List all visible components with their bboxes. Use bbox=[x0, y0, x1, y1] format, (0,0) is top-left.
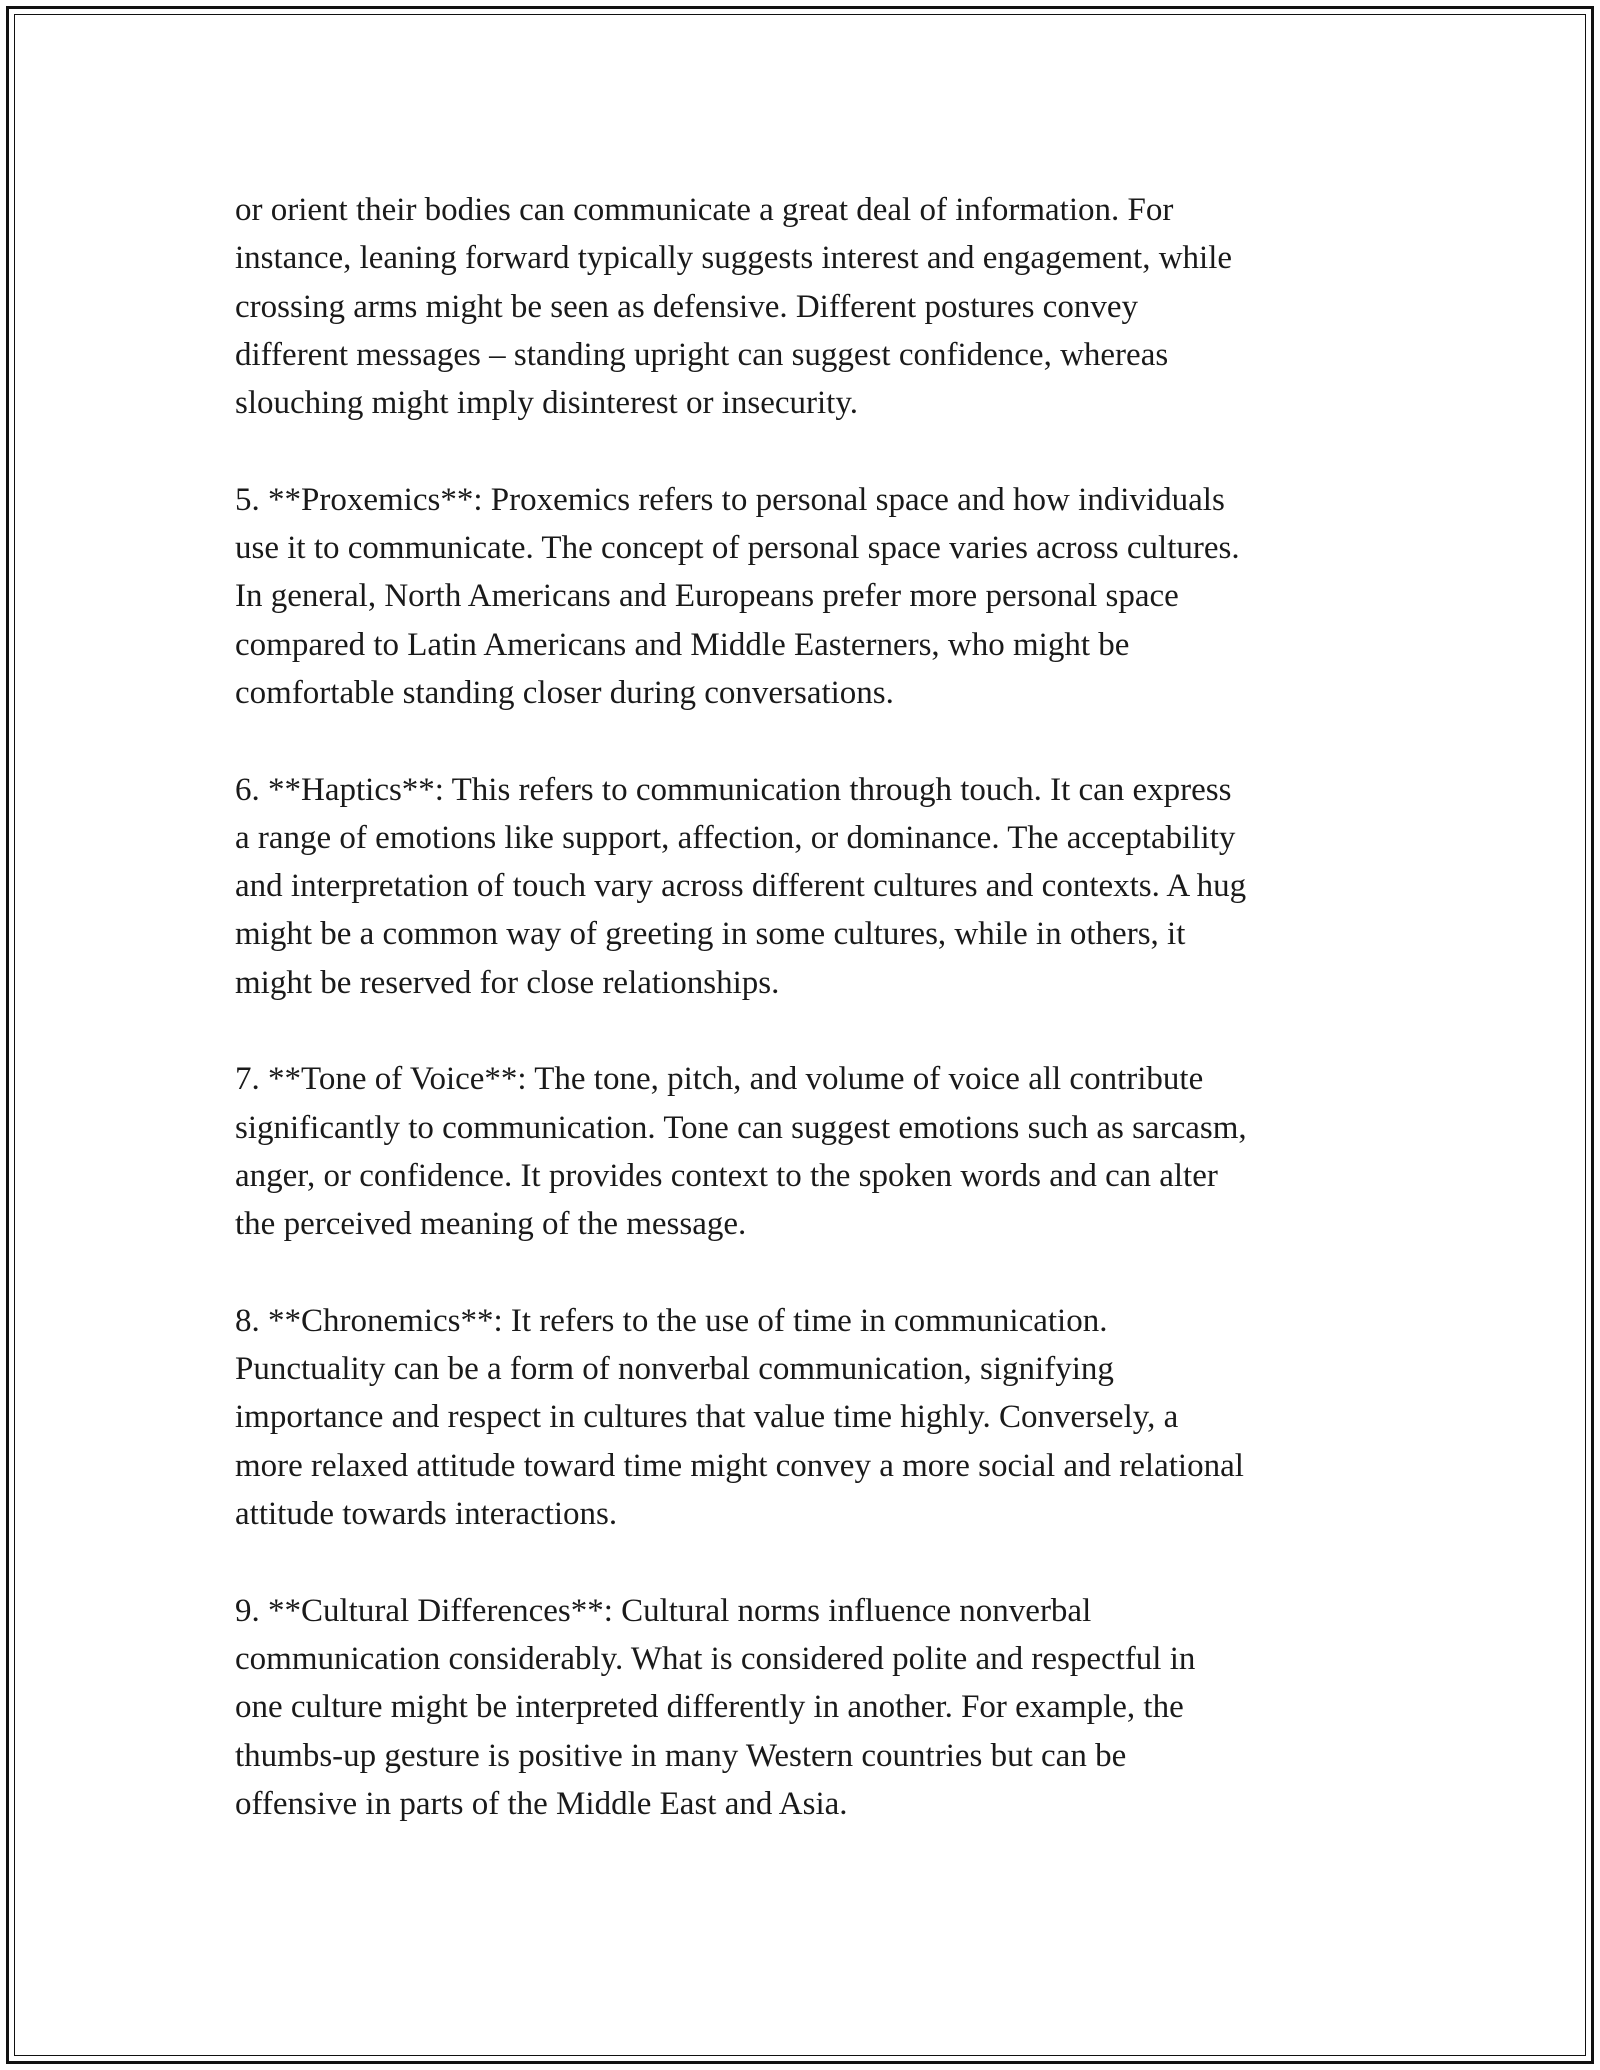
paragraph-tone-of-voice: 7. **Tone of Voice**: The tone, pitch, and volume of voice all contribute significantly to communication. Tone can suggest emotions such as sarcasm, anger, or confidence. It provides context to the spoken words and can alter the perceived meaning of the message. bbox=[235, 1061, 1247, 1243]
paragraph-cultural-differences: 9. **Cultural Differences**: Cultural norms influence nonverbal communication considerably. What is considered polite and respectful in one culture might be interpreted differently in another. For example, the thumbs-up gesture is positive in many Western countries but can be offensive in parts of the Middle East and Asia. bbox=[235, 1592, 1196, 1822]
paragraph-haptics: 6. **Haptics**: This refers to communication through touch. It can express a range of emotions like support, affection, or dominance. The acceptability and interpretation of touch vary across different cultures and contexts. A hug might be a common way of greeting in some cultures, while in others, it might be reserved for close relationships. bbox=[235, 771, 1247, 1001]
paragraph-proxemics: 5. **Proxemics**: Proxemics refers to personal space and how individuals use it to communicate. The concept of personal space varies across cultures. In general, North Americans and Europeans prefer more personal space compared to Latin Americans and Middle Easterners, who might be comfortable standing closer during conversations. bbox=[235, 481, 1240, 711]
paragraph-chronemics: 8. **Chronemics**: It refers to the use of time in communication. Punctuality can be a form of nonverbal communication, signifying importance and respect in cultures that value time highly. Conversely, a more relaxed attitude toward time might convey a more social and relational attitude towards interactions. bbox=[235, 1302, 1244, 1533]
paragraph-body-language-continued: or orient their bodies can communicate a great deal of information. For instance, leaning forward typically suggests interest and engagement, while crossing arms might be seen as defensive. Different postures convey different messages – standing upright can suggest confidence, whereas slouching might imply disinterest or insecurity. bbox=[235, 192, 1233, 422]
document-body bbox=[235, 186, 1375, 1876]
